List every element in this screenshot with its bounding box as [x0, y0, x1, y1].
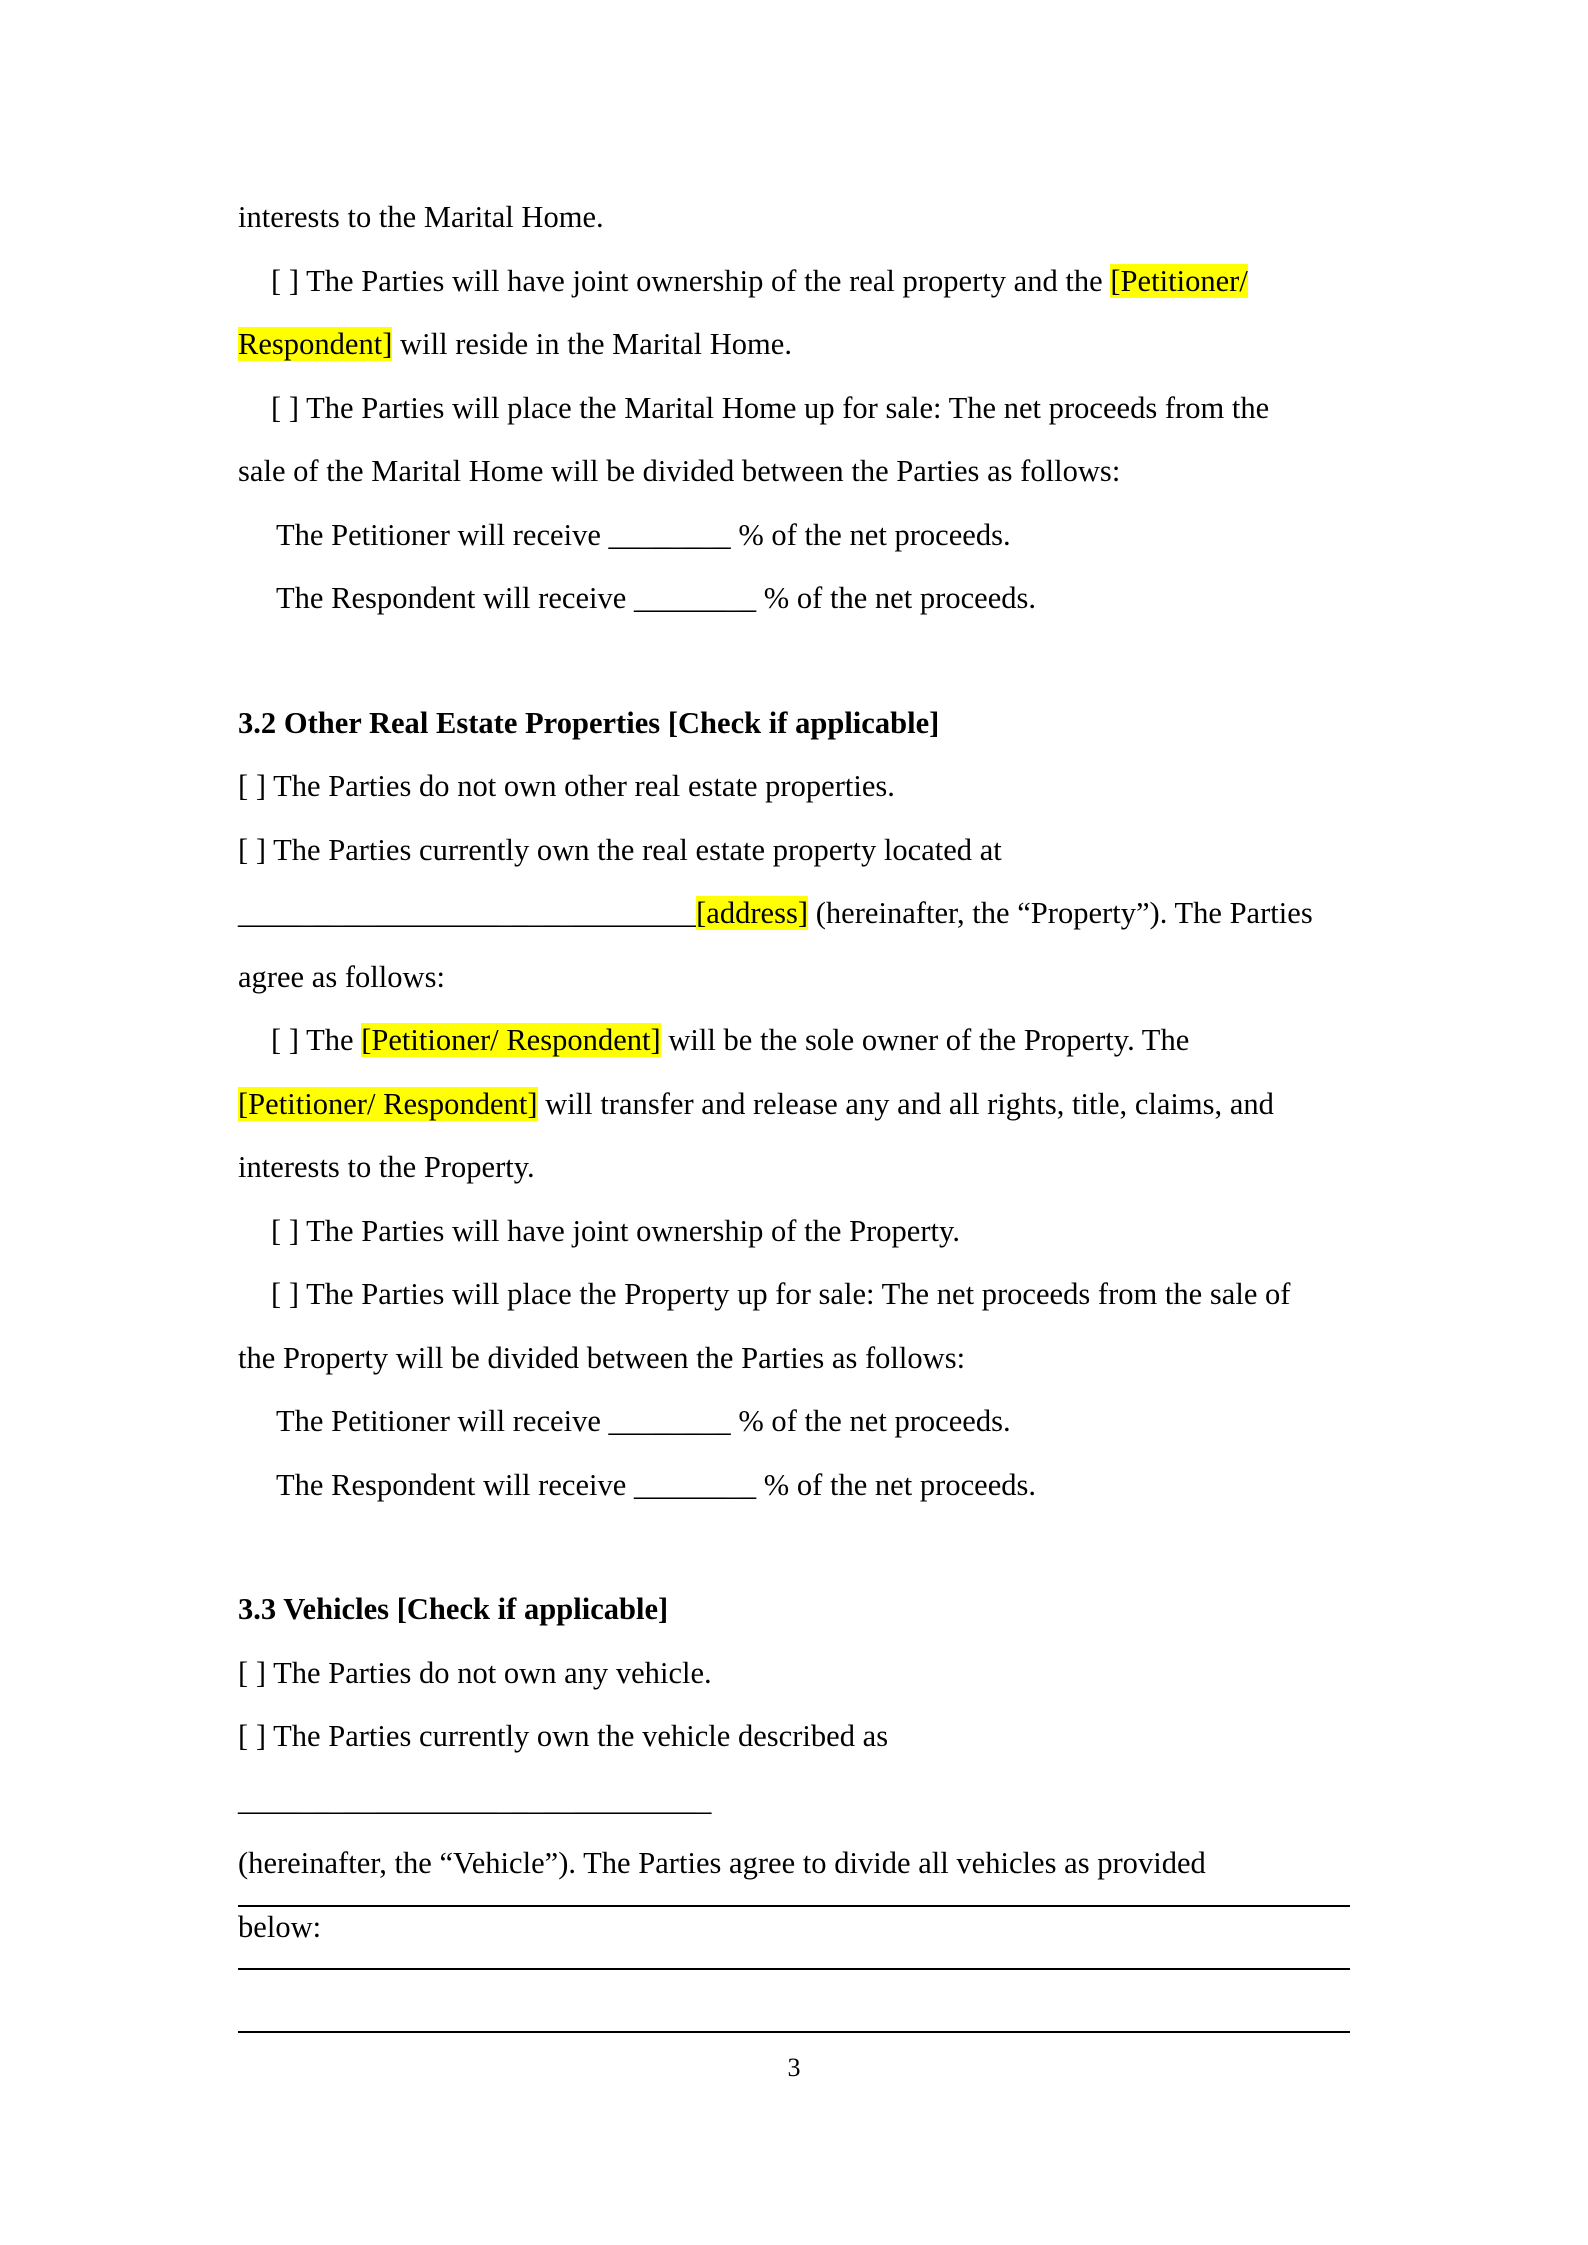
paragraph-3-2-transfer-release: [238, 1073, 1350, 1137]
paragraph-petitioner-receives-1: [238, 504, 1350, 568]
text-respondent-receives-tail-2: % of the net proceeds.: [756, 1467, 1037, 1502]
highlight-petitioner-respondent-2: [Petitioner/ Respondent]: [238, 1086, 538, 1121]
text-petitioner-receives-lead-1: The Petitioner will receive: [276, 517, 609, 552]
blank-petitioner-percent-1[interactable]: ________: [608, 517, 731, 552]
text-joint-ownership-lead: [ ] The Parties will have joint ownership of the real property and the: [271, 263, 1111, 298]
document-body: [238, 186, 1350, 1959]
write-in-rule-1[interactable]: [238, 1905, 1350, 1907]
text-petitioner-receives-tail-1: % of the net proceeds.: [730, 517, 1011, 552]
spacer-before-section-3-2: [238, 631, 1350, 692]
paragraph-3-3-vehicle-described: [238, 1705, 1350, 1832]
blank-respondent-percent-2[interactable]: ________: [633, 1467, 757, 1502]
paragraph-respondent-reside: [238, 313, 1350, 377]
highlight-petitioner-slash: [Petitioner/: [1110, 263, 1248, 298]
heading-section-3-2: 3.2 Other Real Estate Properties [Check if applicable]: [238, 705, 940, 740]
text-will-reside-marital-home: will reside in the Marital Home.: [392, 327, 792, 361]
text-sole-owner-lead: [ ] The: [271, 1023, 362, 1057]
write-in-rule-3[interactable]: [238, 2031, 1350, 2033]
write-in-rule-1-wrap: [238, 1905, 1350, 1907]
blank-respondent-percent-1[interactable]: ________: [633, 581, 757, 615]
paragraph-3-2-no-other-properties: [ ] The Parties do not own other real estate properties.: [238, 769, 895, 803]
highlight-respondent-bracket: Respondent]: [238, 327, 393, 361]
paragraph-3-2-property-divided: the Property will be divided between the Parties as follows:: [238, 1340, 966, 1375]
text-interests-marital-home: interests to the Marital Home.: [238, 200, 604, 234]
write-in-rule-3-wrap: [238, 2031, 1350, 2033]
paragraph-3-2-sole-owner: [238, 1009, 1350, 1073]
highlight-address-placeholder: [address]: [696, 896, 809, 930]
text-respondent-receives-tail-1: % of the net proceeds.: [756, 581, 1037, 615]
write-in-rule-2[interactable]: [238, 1968, 1350, 1970]
paragraph-marital-home-divided: [238, 440, 1350, 504]
paragraph-interests-marital-home: [238, 186, 1350, 250]
paragraph-respondent-receives-1: [238, 567, 1350, 631]
paragraph-3-2-agree-as-follows: agree as follows:: [238, 959, 445, 994]
paragraph-3-2-address-line: [238, 882, 1350, 946]
paragraph-3-2-interests-property: interests to the Property.: [238, 1150, 535, 1184]
text-petitioner-receives-lead-2: The Petitioner will receive: [276, 1404, 609, 1438]
text-vehicle-described-lead: [ ] The Parties currently own the vehicle described as: [238, 1719, 896, 1753]
paragraph-3-3-no-vehicle: [ ] The Parties do not own any vehicle.: [238, 1655, 712, 1690]
blank-property-address[interactable]: ______________________________: [238, 896, 697, 930]
paragraph-petitioner-receives-2: [238, 1390, 1350, 1454]
spacer-before-section-3-3: [238, 1517, 1350, 1578]
write-in-rule-2-wrap: [238, 1968, 1350, 1970]
paragraph-3-2-property-for-sale: [ ] The Parties will place the Property up for sale: The net proceeds from the sale of: [271, 1277, 1291, 1311]
blank-vehicle-description[interactable]: _______________________________: [238, 1782, 712, 1817]
text-respondent-receives-lead-2: The Respondent will receive: [276, 1467, 634, 1502]
paragraph-joint-ownership-real-property: [238, 250, 1350, 314]
paragraph-marital-home-for-sale: [238, 377, 1350, 441]
heading-section-3-3: 3.3 Vehicles [Check if applicable]: [238, 1592, 669, 1626]
text-marital-home-divided: sale of the Marital Home will be divided between the Parties as follows:: [238, 454, 1121, 488]
page-number: 3: [787, 2053, 801, 2082]
paragraph-respondent-receives-2: [238, 1454, 1350, 1518]
text-respondent-receives-lead-1: The Respondent will receive: [276, 581, 634, 615]
blank-petitioner-percent-2[interactable]: ________: [608, 1404, 731, 1438]
text-transfer-release: will transfer and release any and all rights, title, claims, and: [537, 1086, 1274, 1121]
text-sole-owner-tail: will be the sole owner of the Property. The: [660, 1023, 1190, 1057]
paragraph-3-3-hereinafter-vehicle: (hereinafter, the “Vehicle”). The Parties agree to divide all vehicles as provided: [238, 1846, 1206, 1880]
text-hereinafter-property: (hereinafter, the “Property”). The Parties: [808, 896, 1313, 930]
paragraph-3-2-currently-own: [ ] The Parties currently own the real estate property located at: [238, 832, 1002, 867]
highlight-petitioner-respondent-1: [Petitioner/ Respondent]: [361, 1023, 661, 1057]
paragraph-3-3-below: below:: [238, 1909, 322, 1944]
paragraph-3-2-joint-ownership: [ ] The Parties will have joint ownership of the Property.: [271, 1213, 960, 1248]
text-petitioner-receives-tail-2: % of the net proceeds.: [730, 1404, 1011, 1438]
text-marital-home-for-sale: [ ] The Parties will place the Marital Home up for sale: The net proceeds from the: [271, 390, 1270, 425]
